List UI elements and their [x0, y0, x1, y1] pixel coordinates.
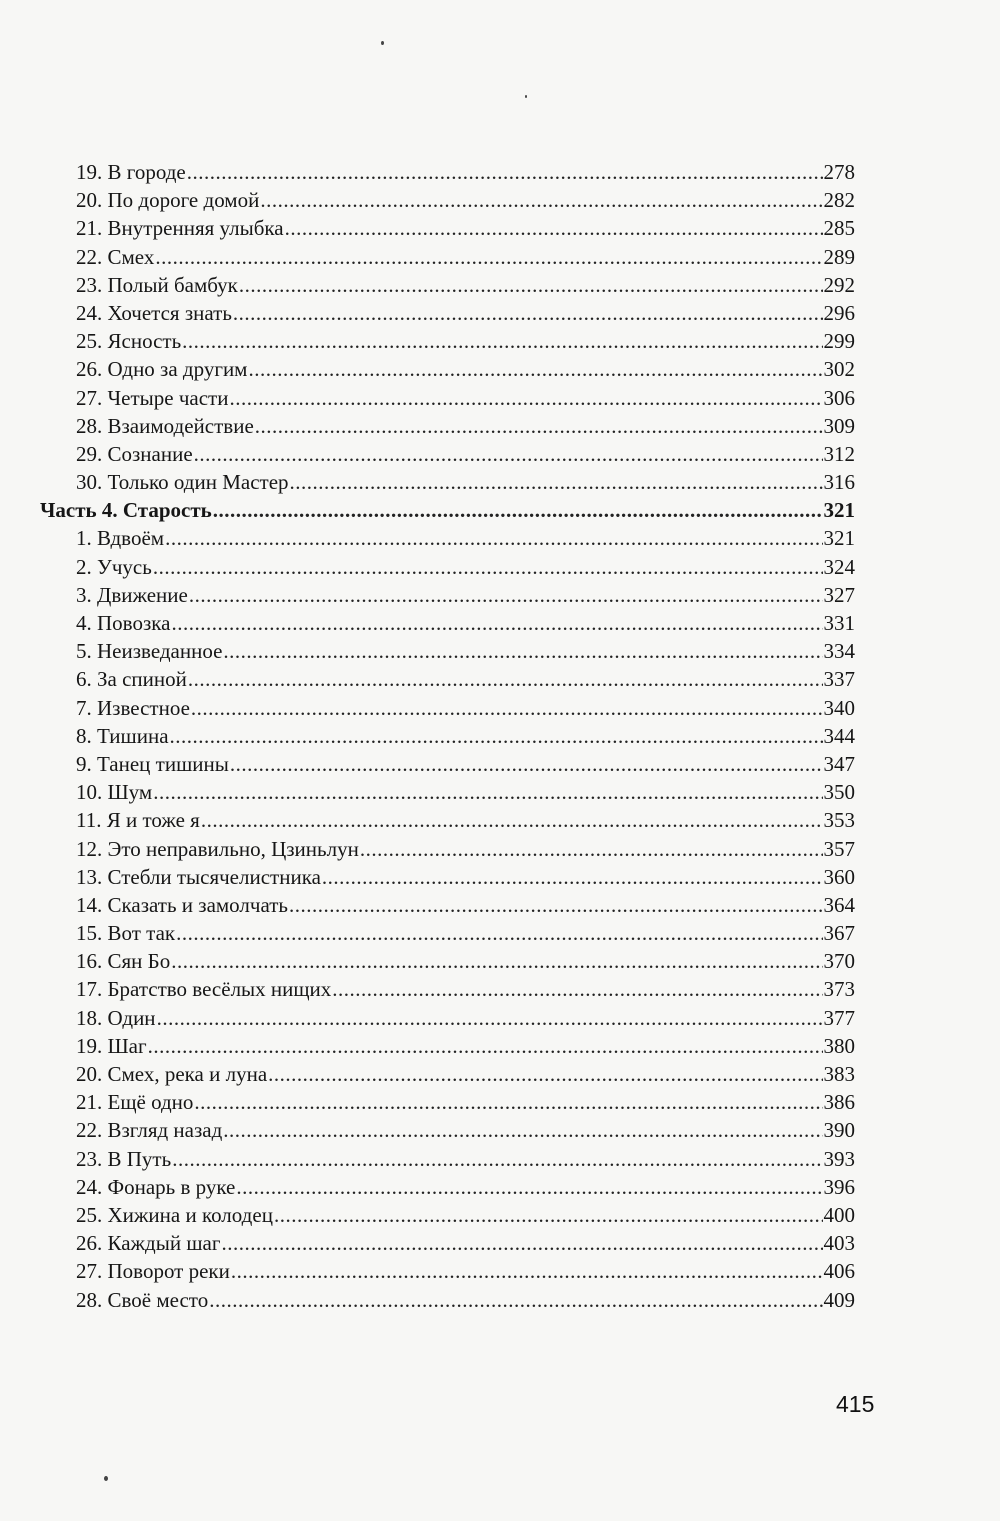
toc-entry-title: 29. Сознание [76, 441, 193, 466]
toc-entry [40, 468, 855, 496]
toc-entry-title: 7. Известное [76, 695, 190, 720]
dot-leader [171, 947, 822, 975]
toc-entry [40, 271, 855, 299]
toc-entry-title: 10. Шум [76, 780, 153, 805]
dot-leader [153, 778, 822, 806]
toc-entry-page: 364 [823, 892, 855, 917]
toc-entry-page: 393 [823, 1146, 855, 1171]
toc-entry-page: 357 [823, 836, 855, 861]
toc-entry [40, 440, 855, 468]
toc-entry-title: 1. Вдвоём [76, 526, 165, 551]
toc-entry-title: 23. Полый бамбук [76, 272, 238, 297]
toc-entry-title: 20. По дороге домой [76, 188, 260, 213]
toc-entry-title: 24. Хочется знать [76, 300, 232, 325]
toc-entry [40, 1060, 855, 1088]
dot-leader [290, 468, 823, 496]
toc-part-heading [40, 496, 855, 524]
toc-entry [40, 1004, 855, 1032]
toc-entry [40, 327, 855, 355]
toc-entry [40, 694, 855, 722]
toc-entry-page: 289 [823, 244, 855, 269]
toc-entry [40, 1286, 855, 1314]
toc-entry-page: 380 [823, 1033, 855, 1058]
toc-entry-page: 367 [823, 921, 855, 946]
toc-entry-title: 6. За спиной [76, 667, 187, 692]
toc-entry [40, 355, 855, 383]
toc-entry [40, 243, 855, 271]
toc-entry [40, 778, 855, 806]
toc-entry-page: 353 [823, 808, 855, 833]
dot-leader [188, 665, 823, 693]
toc-entry-page: 396 [823, 1174, 855, 1199]
toc-entry-title: 4. Повозка [76, 611, 171, 635]
dot-leader [223, 637, 822, 665]
dot-leader [194, 1088, 822, 1116]
toc-entry-title: 2. Учусь [76, 554, 152, 579]
toc-entry-title: 21. Внутренняя улыбка [76, 216, 284, 241]
toc-entry [40, 919, 855, 947]
toc-entry [40, 947, 855, 975]
toc-entry-page: 327 [823, 582, 855, 607]
toc-entry-title: 15. Вот так [76, 921, 176, 946]
toc-entry-page: 282 [823, 188, 855, 213]
dot-leader [221, 1229, 822, 1257]
toc-entry-title: 9. Танец тишины [76, 751, 229, 776]
dot-leader [201, 806, 823, 834]
toc-entry-page: 292 [823, 272, 855, 297]
toc-entry-page: 347 [823, 751, 855, 776]
dot-leader [285, 214, 823, 242]
dot-leader [332, 975, 822, 1003]
toc-entry [40, 863, 855, 891]
toc-entry-title: 27. Четыре части [76, 385, 229, 410]
dot-leader [360, 835, 823, 863]
toc-entry-title: 28. Взаимодействие [76, 413, 254, 438]
dot-leader [239, 271, 823, 299]
toc-entry [40, 214, 855, 242]
toc-entry-page: 409 [823, 1287, 855, 1312]
toc-entry-page: 340 [823, 695, 855, 720]
toc-entry-page: 400 [823, 1202, 855, 1227]
toc-entry [40, 1173, 855, 1201]
toc-entry-page: 321 [823, 526, 855, 551]
toc-entry-page: 299 [823, 329, 855, 354]
toc-entry-page: 386 [823, 1090, 855, 1115]
toc-entry [40, 665, 855, 693]
toc-entry-title: 26. Каждый шаг [76, 1231, 221, 1256]
toc-entry [40, 1088, 855, 1116]
toc-entry-title: 28. Своё место [76, 1287, 209, 1312]
dot-leader [187, 158, 823, 186]
toc-entry [40, 412, 855, 440]
dot-leader [213, 496, 823, 524]
toc-entry-page: 334 [823, 639, 855, 664]
dot-leader [268, 1060, 822, 1088]
toc-entry-title: 13. Стебли тысячелистника [76, 864, 321, 889]
toc-entry [40, 299, 855, 327]
toc-entry [40, 1229, 855, 1257]
toc-entry-page: 324 [823, 554, 855, 579]
toc-entry-title: 19. В городе [76, 160, 186, 184]
toc-entry-title: 19. Шаг [76, 1033, 147, 1058]
toc-entry-title: 20. Смех, река и луна [76, 1062, 268, 1086]
dot-leader [148, 1032, 823, 1060]
scan-speck [381, 41, 384, 45]
scan-speck [104, 1476, 108, 1481]
toc-entry-page: 383 [823, 1062, 855, 1086]
toc-entry-page: 403 [823, 1231, 855, 1256]
dot-leader [172, 1145, 822, 1173]
toc-entry-page: 370 [823, 949, 855, 974]
toc-entry [40, 609, 855, 637]
toc-entry-title: 12. Это неправильно, Цзиньлун [76, 836, 359, 861]
dot-leader [322, 863, 823, 891]
toc-entry [40, 524, 855, 552]
dot-leader [170, 722, 823, 750]
toc-entry-title: 21. Ещё одно [76, 1090, 194, 1115]
scan-speck [525, 95, 527, 98]
toc-entry-page: 373 [823, 977, 855, 1002]
toc-entry-page: 331 [823, 611, 855, 635]
dot-leader [236, 1173, 822, 1201]
dot-leader [182, 327, 822, 355]
dot-leader [233, 299, 823, 327]
dot-leader [231, 1257, 823, 1285]
toc-entry [40, 835, 855, 863]
toc-entry [40, 891, 855, 919]
toc-part-title: Часть 4. Старость [40, 498, 212, 523]
dot-leader [155, 243, 822, 271]
toc-entry-page: 296 [823, 300, 855, 325]
toc-entry-title: 17. Братство весёлых нищих [76, 977, 332, 1002]
toc-entry-title: 18. Один [76, 1005, 156, 1030]
toc-entry-page: 377 [823, 1005, 855, 1030]
toc-entry-title: 3. Движение [76, 582, 188, 607]
toc-entry-page: 278 [823, 160, 855, 184]
toc-entry-page: 316 [823, 470, 855, 495]
toc-entry [40, 1145, 855, 1173]
toc-entry-title: 8. Тишина [76, 723, 169, 748]
dot-leader [209, 1286, 822, 1314]
toc-entry [40, 553, 855, 581]
dot-leader [191, 694, 823, 722]
toc-entry [40, 975, 855, 1003]
dot-leader [171, 609, 822, 637]
toc-entry-title: 11. Я и тоже я [76, 808, 200, 833]
toc-entry-page: 306 [823, 385, 855, 410]
toc-entry-title: 26. Одно за другим [76, 357, 248, 382]
dot-leader [274, 1201, 823, 1229]
toc-entry-title: 24. Фонарь в руке [76, 1174, 236, 1199]
toc-entry [40, 1116, 855, 1144]
toc-entry-title: 22. Смех [76, 244, 155, 269]
dot-leader [157, 1004, 823, 1032]
toc-entry [40, 750, 855, 778]
toc-entry [40, 637, 855, 665]
toc-entry-page: 309 [823, 413, 855, 438]
toc-entry [40, 1257, 855, 1285]
toc-entry-title: 25. Ясность [76, 329, 182, 354]
dot-leader [176, 919, 822, 947]
toc-entry [40, 722, 855, 750]
toc-entry [40, 158, 855, 186]
dot-leader [189, 581, 823, 609]
toc-entry [40, 384, 855, 412]
dot-leader [230, 750, 823, 778]
toc-entry [40, 1201, 855, 1229]
toc-entry [40, 186, 855, 214]
toc-entry [40, 1032, 855, 1060]
dot-leader [289, 891, 823, 919]
dot-leader [194, 440, 823, 468]
page-number: 415 [836, 1391, 875, 1417]
dot-leader [223, 1116, 822, 1144]
toc-entry-page: 344 [823, 723, 855, 748]
dot-leader [260, 186, 822, 214]
dot-leader [165, 524, 822, 552]
toc-entry-title: 23. В Путь [76, 1146, 172, 1171]
toc-entry-page: 406 [823, 1259, 855, 1284]
toc-entry-title: 5. Неизведанное [76, 639, 223, 664]
dot-leader [153, 553, 823, 581]
dot-leader [255, 412, 823, 440]
toc-part-page: 321 [823, 498, 855, 523]
toc-entry [40, 581, 855, 609]
toc-entry-page: 337 [823, 667, 855, 692]
toc-entry-title: 30. Только один Мастер [76, 470, 289, 495]
toc-entry-page: 285 [823, 216, 855, 241]
toc-entry-title: 25. Хижина и колодец [76, 1202, 273, 1227]
toc-entry [40, 806, 855, 834]
toc-entry-page: 312 [823, 441, 855, 466]
toc-entry-title: 16. Сян Бо [76, 949, 171, 974]
toc-entry-title: 14. Сказать и замолчать [76, 892, 288, 917]
toc-entry-page: 350 [823, 780, 855, 805]
toc-entry-page: 390 [823, 1118, 855, 1143]
toc-entry-title: 22. Взгляд назад [76, 1118, 223, 1143]
toc-entry-page: 302 [823, 357, 855, 382]
dot-leader [248, 355, 822, 383]
toc-entry-title: 27. Поворот реки [76, 1259, 230, 1284]
dot-leader [229, 384, 822, 412]
toc-entry-page: 360 [823, 864, 855, 889]
table-of-contents [40, 158, 855, 1314]
